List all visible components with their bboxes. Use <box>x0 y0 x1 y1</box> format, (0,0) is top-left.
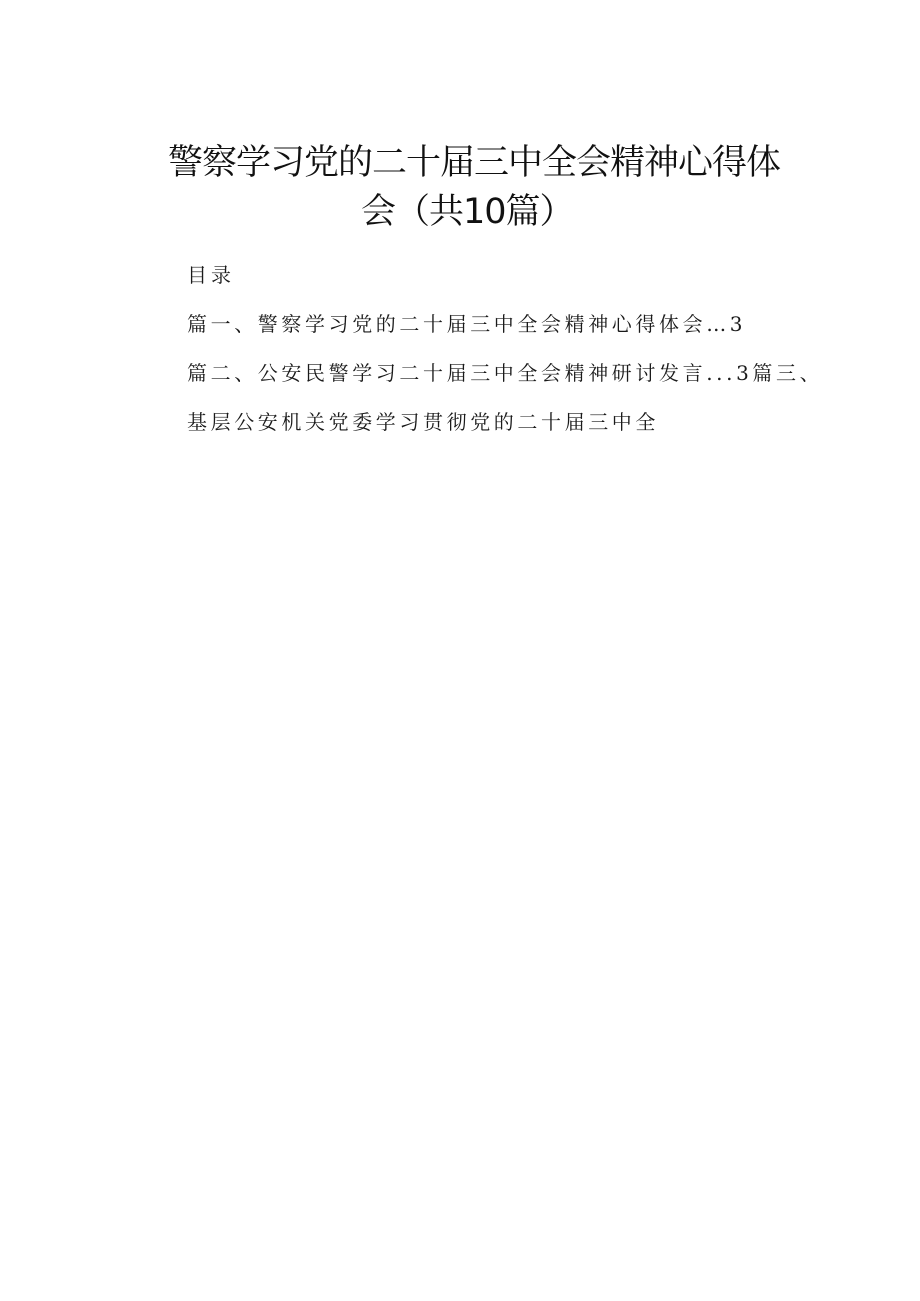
document-title-line-1: 警察学习党的二十届三中全会精神心得体 <box>168 143 781 183</box>
toc-entry-2[interactable]: 篇二、公安民警学习二十届三中全会精神研讨发言...3篇三、 <box>187 361 824 385</box>
toc-entry-1[interactable]: 篇一、警察学习党的二十届三中全会精神心得体会…3 <box>187 312 747 336</box>
toc-heading: 目录 <box>187 263 235 287</box>
toc-entry-3[interactable]: 基层公安机关党委学习贯彻党的二十届三中全 <box>187 410 659 434</box>
document-title-line-2: 会（共10篇） <box>361 192 574 232</box>
